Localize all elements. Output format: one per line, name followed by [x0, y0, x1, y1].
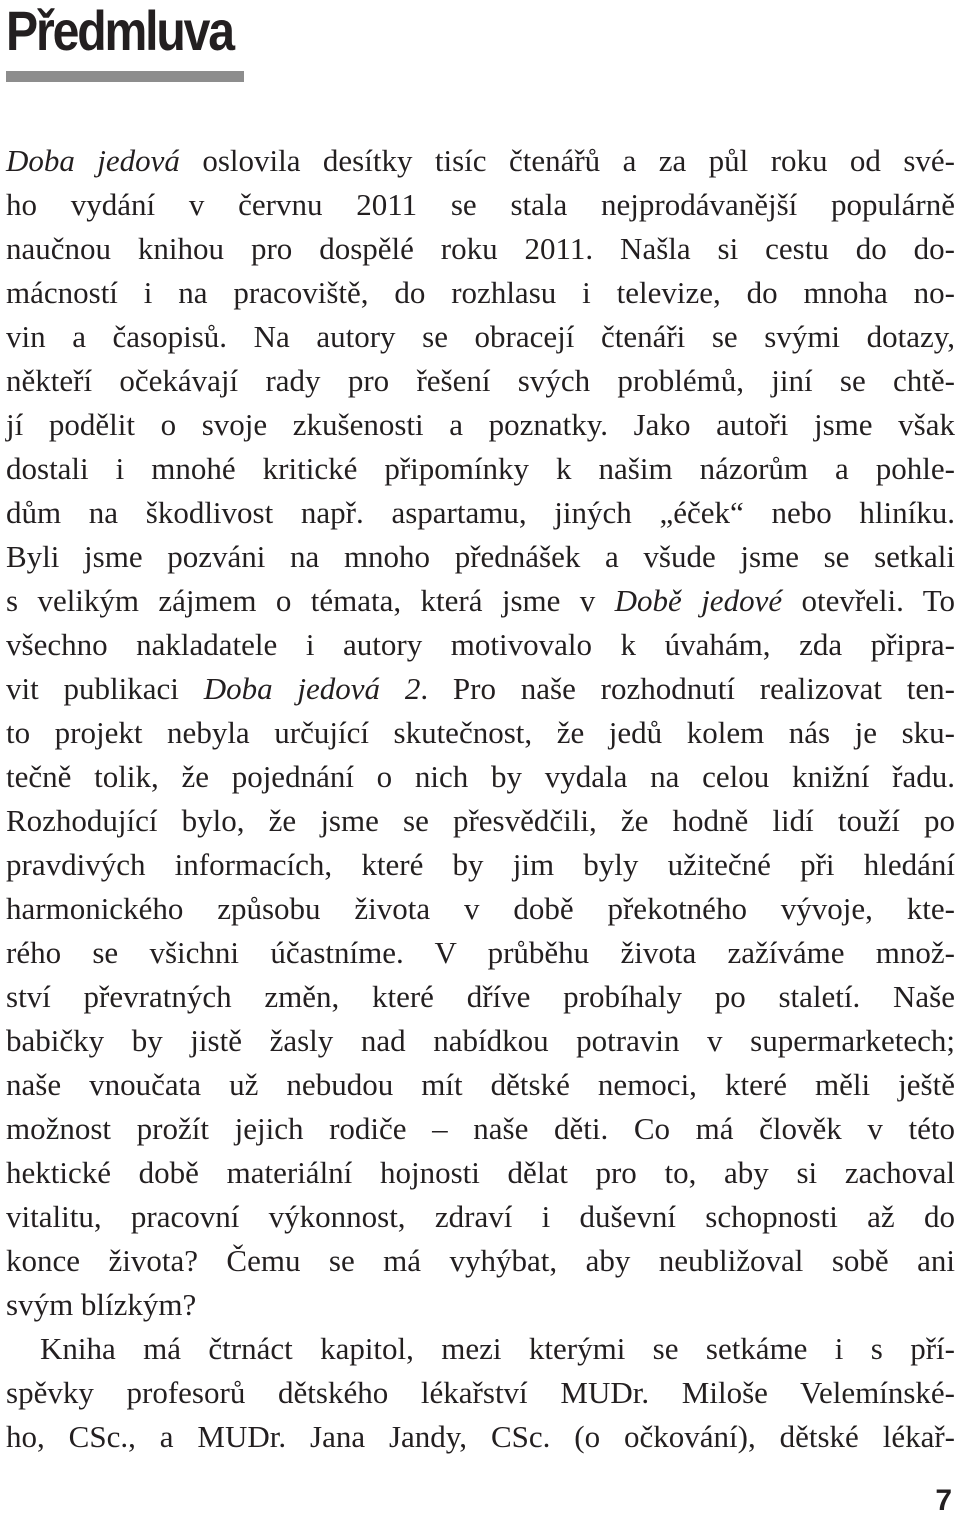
text-run: mácností i na pracoviště, do rozhlasu i televize, do mnoha no- — [6, 275, 955, 310]
text-run: tečně tolik, že pojednání o nich by vydala na celou knižní řadu. — [6, 759, 955, 794]
text-line — [6, 799, 955, 843]
text-run: konce života? Čemu se má vyhýbat, aby neubližoval sobě ani — [6, 1243, 955, 1278]
italic-title: Době jedové — [614, 583, 783, 618]
text-line — [6, 403, 955, 447]
text-line — [6, 579, 955, 623]
text-line — [6, 1151, 955, 1195]
text-line — [6, 1283, 955, 1327]
text-line — [6, 623, 955, 667]
text-run: ho vydání v červnu 2011 se stala nejprodávanější populárně — [6, 187, 955, 222]
text-run: Kniha má čtrnáct kapitol, mezi kterými se setkáme i s pří- — [40, 1331, 955, 1366]
text-run: vitalitu, pracovní výkonnost, zdraví i duševní schopnosti až do — [6, 1199, 955, 1234]
text-run: pravdivých informacích, které by jim byly užitečné při hledání — [6, 847, 955, 882]
text-line — [6, 183, 955, 227]
text-line — [6, 1019, 955, 1063]
text-line — [6, 1239, 955, 1283]
text-line — [6, 359, 955, 403]
body-text — [6, 139, 955, 1459]
text-line — [6, 975, 955, 1019]
text-line — [6, 271, 955, 315]
text-line — [6, 139, 955, 183]
text-run: vin a časopisů. Na autory se obracejí čtenáři se svými dotazy, — [6, 319, 955, 354]
text-line — [6, 711, 955, 755]
text-run: otevřeli. To — [782, 583, 955, 618]
text-line — [6, 931, 955, 975]
page-number: 7 — [935, 1484, 952, 1517]
text-line — [6, 227, 955, 271]
text-line — [6, 315, 955, 359]
text-run: hektické době materiální hojnosti dělat pro to, aby si zachoval — [6, 1155, 955, 1190]
text-run: možnost prožít jejich rodiče – naše děti. Co má člověk v této — [6, 1111, 955, 1146]
title-underline-bar — [6, 71, 244, 82]
text-run: naše vnoučata už nebudou mít dětské nemoci, které měli ještě — [6, 1067, 955, 1102]
text-run: dům na škodlivost např. aspartamu, jiných „éček“ nebo hliníku. — [6, 495, 955, 530]
text-run: ství převratných změn, které dříve probíhaly po staletí. Naše — [6, 979, 955, 1014]
text-run: všechno nakladatele i autory motivovalo k úvahám, zda připra- — [6, 627, 955, 662]
text-run: Rozhodující bylo, že jsme se přesvědčili, že hodně lidí touží po — [6, 803, 955, 838]
text-line — [6, 1327, 955, 1371]
page-title: Předmluva — [6, 0, 233, 62]
text-run: dostali i mnohé kritické připomínky k našim názorům a pohle- — [6, 451, 955, 486]
text-run: rého se všichni účastníme. V průběhu života zažíváme množ- — [6, 935, 955, 970]
text-line — [6, 1195, 955, 1239]
text-line — [6, 755, 955, 799]
text-line — [6, 1415, 955, 1459]
italic-title: Doba jedová 2 — [203, 671, 421, 706]
text-line — [6, 887, 955, 931]
text-run: někteří očekávají rady pro řešení svých problémů, jiní se chtě- — [6, 363, 955, 398]
text-run: naučnou knihou pro dospělé roku 2011. Našla si cestu do do- — [6, 231, 955, 266]
text-run: . Pro naše rozhodnutí realizovat ten- — [420, 671, 955, 706]
text-run: ho, CSc., a MUDr. Jana Jandy, CSc. (o očkování), dětské lékař- — [6, 1419, 955, 1454]
text-line — [6, 843, 955, 887]
text-line — [6, 1107, 955, 1151]
text-line — [6, 491, 955, 535]
text-line — [6, 535, 955, 579]
text-line — [6, 1371, 955, 1415]
text-line — [6, 447, 955, 491]
text-run: svým blízkým? — [6, 1287, 197, 1322]
text-run: spěvky profesorů dětského lékařství MUDr. Miloše Velemínské- — [6, 1375, 955, 1410]
text-run: babičky by jistě žasly nad nabídkou potravin v supermarketech; — [6, 1023, 955, 1058]
text-run: vit publikaci — [6, 671, 204, 706]
text-run: to projekt nebyla určující skutečnost, že jedů kolem nás je sku- — [6, 715, 955, 750]
text-run: jí podělit o svoje zkušenosti a poznatky. Jako autoři jsme však — [6, 407, 955, 442]
text-line — [6, 1063, 955, 1107]
text-run: Byli jsme pozváni na mnoho přednášek a všude jsme se setkali — [6, 539, 955, 574]
italic-title: Doba jedová — [6, 143, 180, 178]
text-line — [6, 667, 955, 711]
text-run: s velikým zájmem o témata, která jsme v — [6, 583, 615, 618]
text-run: oslovila desítky tisíc čtenářů a za půl roku od své- — [179, 143, 955, 178]
text-run: harmonického způsobu života v době překotného vývoje, kte- — [6, 891, 955, 926]
